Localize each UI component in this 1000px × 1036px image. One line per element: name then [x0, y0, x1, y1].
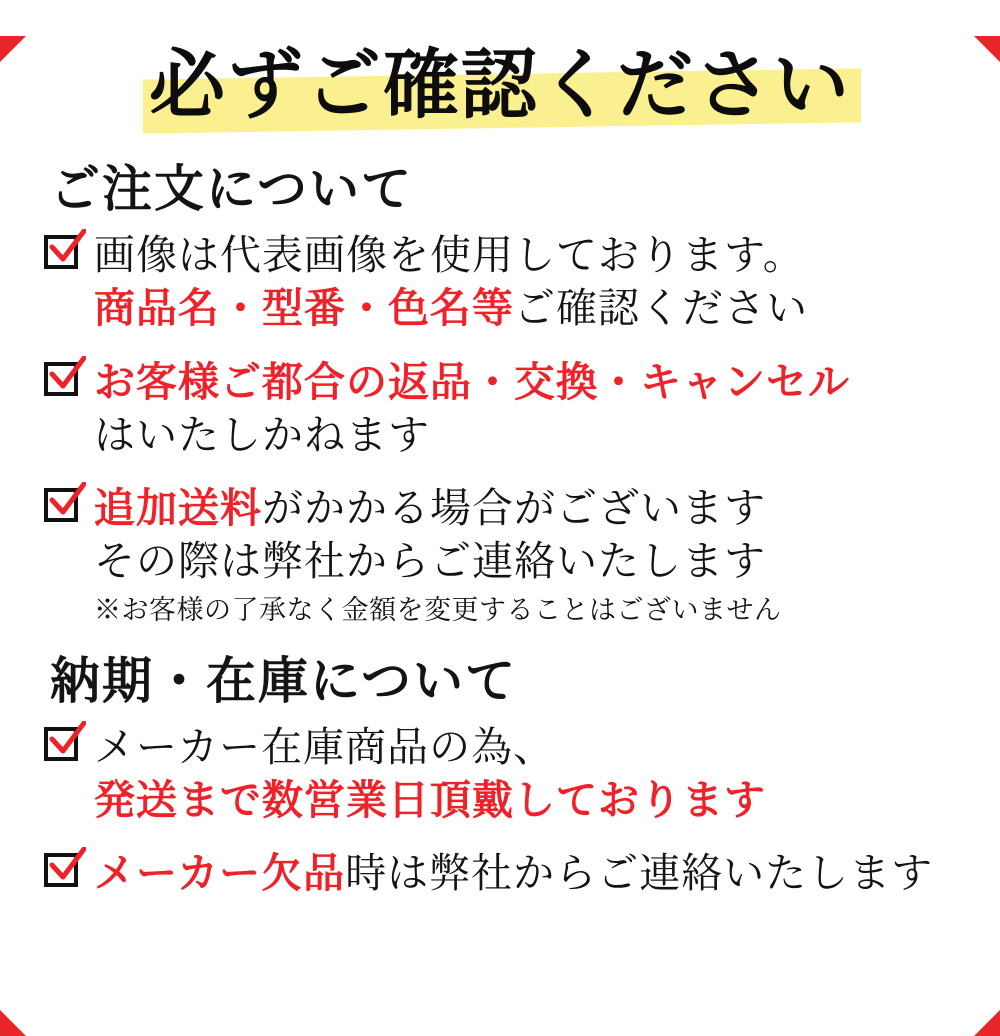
checkmark-icon [48, 721, 86, 759]
body-text: その際は弊社からご連絡いたします [94, 538, 766, 585]
checklist-item-line [94, 535, 1000, 588]
body-text: メーカー在庫商品の為、 [94, 723, 556, 770]
checkmark-icon [48, 356, 86, 394]
emphasis-text: 追加送料 [94, 485, 262, 532]
checklist-item [44, 482, 1000, 628]
notice-page [0, 36, 1000, 1036]
checkmark-icon [48, 482, 86, 520]
section-heading: ご注文について [50, 161, 413, 217]
checklist-item-text [94, 721, 1000, 828]
checkbox-checked-icon [44, 235, 84, 275]
page-title: 必ずご確認ください [149, 44, 851, 128]
notice-section [0, 160, 1000, 628]
checkbox-checked-icon [44, 488, 84, 528]
checklist-item-text [94, 482, 1000, 628]
checklist-item [44, 229, 1000, 336]
body-text: 画像は代表画像を使用しております。 [94, 232, 805, 278]
checkbox-checked-icon [44, 362, 84, 402]
emphasis-text: メーカー欠品 [94, 850, 346, 897]
page-title-area [0, 36, 1000, 146]
checklist-item-text [94, 356, 1000, 463]
emphasis-text: 発送まで数営業日頂戴しております [94, 777, 766, 824]
notice-sections [0, 160, 1000, 901]
emphasis-text: 商品名・型番・色名等 [94, 285, 514, 332]
checklist-item-line [94, 774, 1000, 827]
body-text: がかかる場合がございます [262, 485, 766, 532]
checklist-item-line [94, 721, 1000, 774]
emphasis-text: お客様ご都合の返品・交換・キャンセル [94, 358, 850, 405]
section-heading: 納期・在庫について [50, 652, 517, 709]
checkbox-checked-icon [44, 853, 84, 893]
corner-accent-bottom-left [0, 1010, 26, 1036]
checklist-item-line [94, 282, 1000, 335]
checklist-item [44, 847, 1000, 900]
checklist-item-note: ※お客様の了承なく金額を変更することはございません [94, 594, 782, 625]
checkmark-icon [48, 847, 86, 885]
checklist-item [44, 721, 1000, 828]
body-text: はいたしかねます [94, 411, 430, 458]
corner-accent-bottom-right [974, 1010, 1000, 1036]
body-text: 時は弊社からご連絡いたします [345, 850, 934, 897]
checklist-item-line [94, 229, 1000, 282]
checklist-item-line [94, 847, 1000, 900]
checklist-item [44, 356, 1000, 463]
checkmark-icon [48, 229, 86, 267]
checkbox-checked-icon [44, 727, 84, 767]
body-text: ご確認ください [514, 285, 808, 332]
checklist-item-line [94, 482, 1000, 535]
checklist-item-text [94, 229, 1000, 336]
checklist-item-text [94, 847, 1000, 900]
checklist-item-line [94, 356, 1000, 409]
notice-section [0, 652, 1000, 901]
checklist-item-line [94, 409, 1000, 462]
